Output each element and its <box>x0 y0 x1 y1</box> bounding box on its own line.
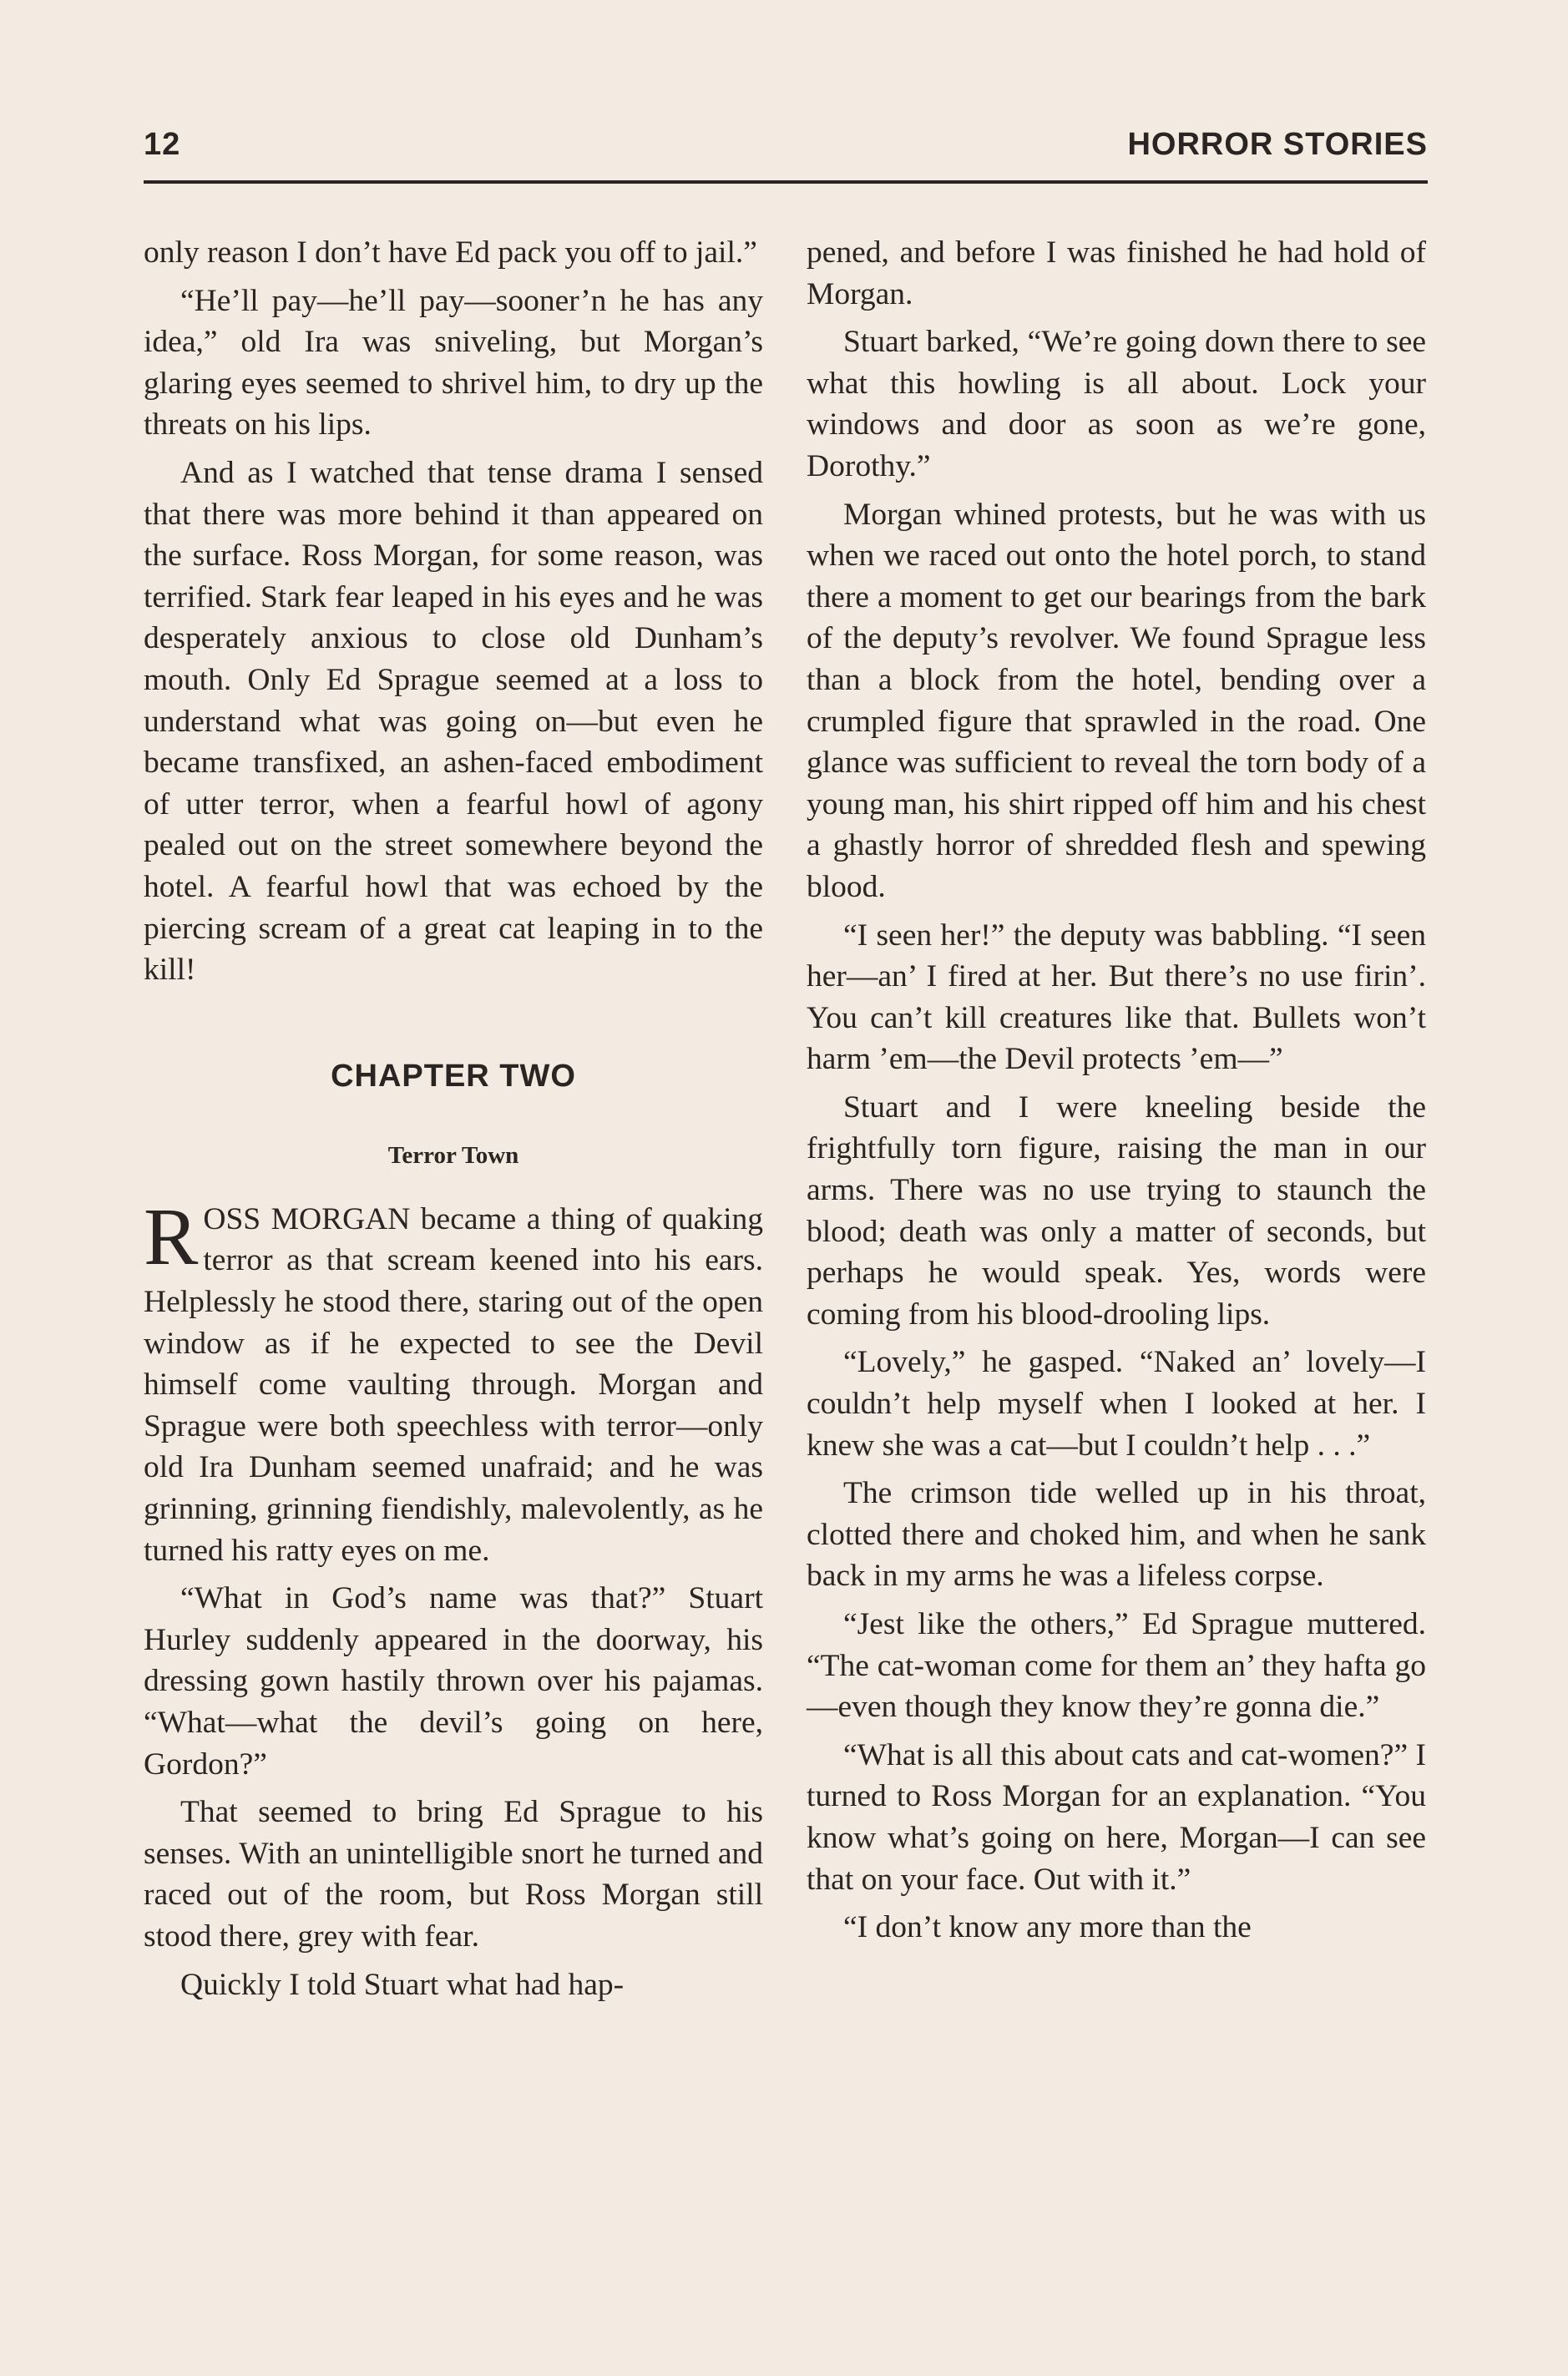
running-head: HORROR STORIES <box>1127 127 1428 162</box>
paragraph: “Jest like the others,” Ed Sprague muttered. “The cat-woman come for them an’ they hafta go—even though they know they’re gonna die.” <box>807 1607 1426 1725</box>
paragraph-text: OSS MORGAN became a thing of quaking terror as that scream keened into his ears. Helplessly he stood there, staring out of the open window as if he expected to see the Devil himself come vaulting through. Morgan and Sprague were both speechless with terror—only old Ira Dunham seemed unafraid; and he was grinning, grinning fiendishly, malevolently, as he turned his ratty eyes on me. <box>144 1201 763 1568</box>
right-column <box>807 232 1426 1955</box>
paragraph: That seemed to bring Ed Sprague to his senses. With an unintelligible snort he turned and raced out of the room, but Ross Morgan still stood there, grey with fear. <box>144 1795 763 1954</box>
drop-cap: R <box>144 1191 199 1282</box>
header-rule <box>144 180 1428 184</box>
page-header <box>144 127 1428 187</box>
paragraph: “Lovely,” he gasped. “Naked an’ lovely—I couldn’t help myself when I looked at her. I knew she was a cat—but I couldn’t help . . .” <box>807 1345 1426 1463</box>
chapter-subtitle: Terror Town <box>387 1142 519 1170</box>
chapter-title: CHAPTER TWO <box>331 1058 576 1094</box>
paragraph-opening <box>144 1191 763 1571</box>
paragraph: Stuart and I were kneeling beside the frightfully torn figure, raising the man in our arms. There was no use trying to staunch the blood; death was only a matter of seconds, but perhaps he would speak. Yes, words were coming from his blood-drooling lips. <box>807 1089 1426 1332</box>
paragraph: Morgan whined protests, but he was with us when we raced out onto the hotel porch, to stand there a moment to get our bearings from the bark of the deputy’s revolver. We found Sprague less than a block from the hotel, bending over a crumpled figure that sprawled in the road. One glance was sufficient to reveal the torn body of a young man, his shirt ripped off him and his chest a ghastly horror of shredded flesh and spewing blood. <box>807 497 1426 904</box>
paragraph: And as I watched that tense drama I sensed that there was more behind it than appeared on the surface. Ross Morgan, for some reason, was terrified. Stark fear leaped in his eyes and he was desperately anxious to close old Dunham’s mouth. Only Ed Sprague seemed at a loss to understand what was going on—but even he became transfixed, an ashen-faced embodiment of utter terror, when a fearful howl of agony pealed out on the street somewhere beyond the hotel. A fearful howl that was echoed by the piercing scream of a great cat leaping in to the kill! <box>144 455 763 988</box>
paragraph: “I seen her!” the deputy was babbling. “I seen her—an’ I fired at her. But there’s no use firin’. You can’t kill creatures like that. Bullets won’t harm ’em—the Devil protects ’em—” <box>807 918 1426 1077</box>
paragraph: only reason I don’t have Ed pack you off to jail.” <box>144 235 757 270</box>
paragraph: “He’ll pay—he’ll pay—sooner’n he has any idea,” old Ira was sniveling, but Morgan’s glaring eyes seemed to shrivel him, to dry up the threats on his lips. <box>144 283 763 442</box>
page-number: 12 <box>144 127 181 162</box>
paragraph: “I don’t know any more than the <box>843 1910 1252 1945</box>
paragraph: The crimson tide welled up in his throat, clotted there and choked him, and when he sank back in my arms he was a lifeless corpse. <box>807 1476 1426 1594</box>
paragraph: “What in God’s name was that?” Stuart Hurley suddenly appeared in the doorway, his dressing gown hastily thrown over his pajamas. “What—what the devil’s going on here, Gordon?” <box>144 1581 763 1782</box>
paragraph: “What is all this about cats and cat-women?” I turned to Ross Morgan for an explanation. “You know what’s going on here, Morgan—I can see that on your face. Out with it.” <box>807 1737 1426 1897</box>
paragraph: Quickly I told Stuart what had hap- <box>180 1967 625 2002</box>
paragraph: Stuart barked, “We’re going down there to see what this howling is all about. Lock your windows and door as soon as we’re gone, Dorothy.” <box>807 325 1426 483</box>
left-column <box>144 232 763 2012</box>
paragraph: pened, and before I was finished he had hold of Morgan. <box>807 235 1426 311</box>
